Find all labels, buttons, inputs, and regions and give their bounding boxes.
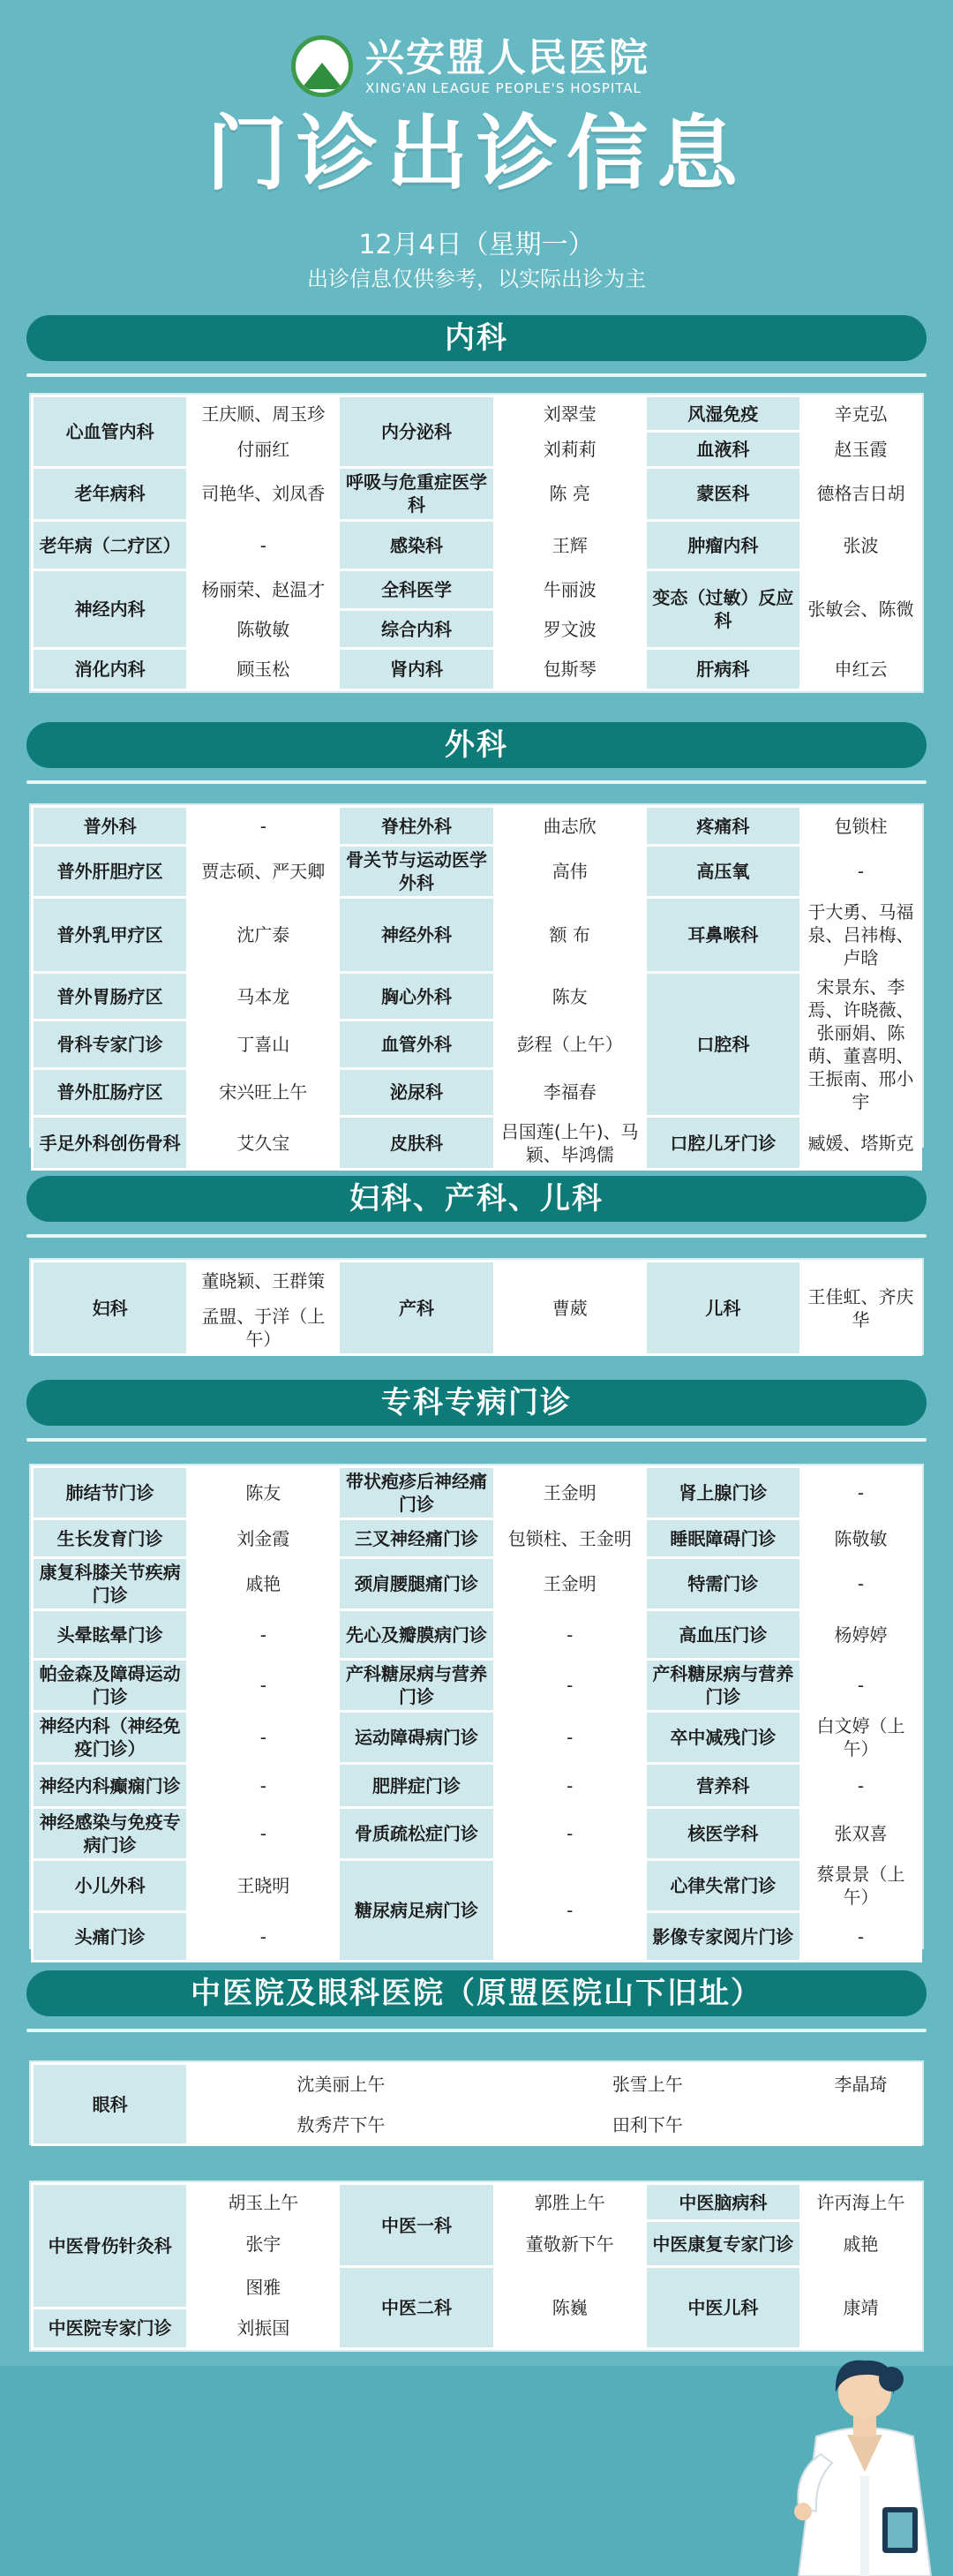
dept-cell: 骨科专家门诊 <box>33 1021 188 1068</box>
doctor-cell: 董晓颖、王群策 <box>188 1262 339 1300</box>
doctor-cell: 赵玉霞 <box>801 432 921 467</box>
doctor-cell: 宋景东、李焉、许晓薇、张丽娟、陈萌、董喜明、王振南、邢小宇 <box>801 973 921 1117</box>
doctor-cell: 艾久宝 <box>188 1117 339 1170</box>
section-special-clinics: 专科专病门诊 <box>26 1380 927 1426</box>
doctor-cell: 沈美丽上午 <box>188 2064 494 2105</box>
dept-cell: 妇科 <box>33 1262 188 1355</box>
doctor-cell: 王佳虹、齐庆华 <box>801 1262 921 1355</box>
hospital-en-name: XING'AN LEAGUE PEOPLE'S HOSPITAL <box>365 80 642 96</box>
dept-cell: 中医康复专家门诊 <box>645 2221 800 2267</box>
doctor-cell: 张宇 <box>188 2221 339 2267</box>
date-text: 12月4日（星期一） <box>358 230 595 260</box>
table-special-clinics <box>29 1464 924 1949</box>
dept-cell: 头痛门诊 <box>33 1912 188 1962</box>
dept-cell: 产科 <box>339 1262 494 1355</box>
doctor-cell: 额 布 <box>494 898 645 973</box>
doctor-cell: 高伟 <box>494 846 645 898</box>
doctor-cell: 郭胜上午 <box>494 2184 645 2221</box>
doctor-cell: 杨婷婷 <box>801 1610 921 1660</box>
doctor-cell: 包锁柱 <box>801 807 921 846</box>
dept-cell: 骨关节与运动医学外科 <box>339 846 494 898</box>
doctor-cell: 付丽红 <box>188 432 339 467</box>
doctor-cell: - <box>188 520 339 570</box>
doctor-cell: 包斯琴 <box>494 649 645 690</box>
dept-cell: 中医脑病科 <box>645 2184 800 2221</box>
dept-cell: 变态（过敏）反应科 <box>645 570 800 649</box>
doctor-cell: 包锁柱、王金明 <box>494 1519 645 1558</box>
dept-cell: 神经内科 <box>33 570 188 649</box>
hospital-logo-icon <box>291 35 353 97</box>
dept-cell: 睡眠障碍门诊 <box>645 1519 800 1558</box>
doctor-cell: 敖秀芹下午 <box>188 2105 494 2145</box>
dept-cell: 高压氧 <box>645 846 800 898</box>
doctor-cell: 许丙海上午 <box>801 2184 921 2221</box>
dept-cell: 影像专家阅片门诊 <box>645 1912 800 1962</box>
doctor-cell: 杨丽荣、赵温才 <box>188 570 339 610</box>
dept-cell: 儿科 <box>645 1262 800 1355</box>
dept-cell: 眼科 <box>33 2064 188 2145</box>
table-women-children <box>29 1258 924 1355</box>
doctor-cell: 牛丽波 <box>494 570 645 610</box>
dept-cell: 内分泌科 <box>339 396 494 468</box>
doctor-cell: - <box>188 1764 339 1808</box>
dept-cell: 中医一科 <box>339 2184 494 2267</box>
doctor-cell: 臧媛、塔斯克 <box>801 1117 921 1170</box>
dept-cell: 呼吸与危重症医学科 <box>339 467 494 520</box>
doctor-cell: - <box>494 1610 645 1660</box>
dept-cell: 中医院专家门诊 <box>33 2308 188 2348</box>
doctor-cell: 董敬新下午 <box>494 2221 645 2267</box>
doctor-cell: - <box>494 1808 645 1860</box>
dept-cell: 小儿外科 <box>33 1860 188 1912</box>
dept-cell: 头晕眩晕门诊 <box>33 1610 188 1660</box>
doctor-cell: - <box>494 1764 645 1808</box>
dept-cell: 产科糖尿病与营养门诊 <box>645 1660 800 1712</box>
dept-cell: 老年病科 <box>33 467 188 520</box>
dept-cell: 骨质疏松症门诊 <box>339 1808 494 1860</box>
dept-cell: 带状疱疹后神经痛门诊 <box>339 1467 494 1519</box>
doctor-cell: 刘莉莉 <box>494 432 645 467</box>
dept-cell: 高血压门诊 <box>645 1610 800 1660</box>
doctor-cell: 白文婷（上午） <box>801 1712 921 1764</box>
doctor-cell: 沈广泰 <box>188 898 339 973</box>
dept-cell: 营养科 <box>645 1764 800 1808</box>
doctor-cell: - <box>801 1912 921 1962</box>
doctor-cell: 陈敬敏 <box>801 1519 921 1558</box>
dept-cell: 皮肤科 <box>339 1117 494 1170</box>
doctor-cell: - <box>188 807 339 846</box>
doctor-cell <box>801 2105 921 2145</box>
nurse-illustration <box>781 2331 949 2576</box>
dept-cell: 运动障碍病门诊 <box>339 1712 494 1764</box>
table-eye <box>29 2060 924 2145</box>
doctor-cell: 张敏会、陈微 <box>801 570 921 649</box>
dept-cell: 消化内科 <box>33 649 188 690</box>
doctor-cell: 曲志欣 <box>494 807 645 846</box>
dept-cell: 心律失常门诊 <box>645 1860 800 1912</box>
doctor-cell: 司艳华、刘凤香 <box>188 467 339 520</box>
doctor-cell: - <box>801 846 921 898</box>
dept-cell: 中医二科 <box>339 2267 494 2349</box>
dept-cell: 肥胖症门诊 <box>339 1764 494 1808</box>
doctor-cell: - <box>494 1860 645 1962</box>
dept-cell: 口腔科 <box>645 973 800 1117</box>
hospital-name: 兴安盟人民医院 <box>365 35 649 80</box>
dept-cell: 血液科 <box>645 432 800 467</box>
doctor-cell: 顾玉松 <box>188 649 339 690</box>
dept-cell: 神经内科（神经免疫门诊） <box>33 1712 188 1764</box>
dept-cell: 帕金森及障碍运动门诊 <box>33 1660 188 1712</box>
table-internal <box>29 393 924 693</box>
doctor-cell: 蔡景景（上午） <box>801 1860 921 1912</box>
doctor-cell: - <box>188 1912 339 1962</box>
section-women-children: 妇科、产科、儿科 <box>26 1176 927 1222</box>
dept-cell: 感染科 <box>339 520 494 570</box>
doctor-cell: 孟盟、于洋（上午） <box>188 1300 339 1355</box>
doctor-cell: - <box>494 1660 645 1712</box>
dept-cell: 全科医学 <box>339 570 494 610</box>
doctor-cell: 罗文波 <box>494 609 645 649</box>
dept-cell: 糖尿病足病门诊 <box>339 1860 494 1962</box>
doctor-cell: 图雅 <box>188 2267 339 2308</box>
doctor-cell: 刘振国 <box>188 2308 339 2348</box>
dept-cell: 血管外科 <box>339 1021 494 1068</box>
dept-cell: 耳鼻喉科 <box>645 898 800 973</box>
doctor-cell: 于大勇、马福泉、吕祎梅、卢晗 <box>801 898 921 973</box>
dept-cell: 肺结节门诊 <box>33 1467 188 1519</box>
dept-cell: 生长发育门诊 <box>33 1519 188 1558</box>
dept-cell: 普外乳甲疗区 <box>33 898 188 973</box>
dept-cell: 疼痛科 <box>645 807 800 846</box>
doctor-cell: 张双喜 <box>801 1808 921 1860</box>
doctor-cell: - <box>801 1558 921 1610</box>
dept-cell: 中医骨伤针灸科 <box>33 2184 188 2309</box>
dept-cell: 风湿免疫 <box>645 396 800 432</box>
doctor-cell: 丁喜山 <box>188 1021 339 1068</box>
section-internal: 内科 <box>26 315 927 361</box>
doctor-cell: 刘金霞 <box>188 1519 339 1558</box>
doctor-cell: 王金明 <box>494 1558 645 1610</box>
dept-cell: 先心及瓣膜病门诊 <box>339 1610 494 1660</box>
note-text: 出诊信息仅供参考，以实际出诊为主 <box>307 267 646 291</box>
dept-cell: 产科糖尿病与营养门诊 <box>339 1660 494 1712</box>
dept-cell: 普外肛肠疗区 <box>33 1068 188 1116</box>
dept-cell: 口腔儿牙门诊 <box>645 1117 800 1170</box>
doctor-cell: 王金明 <box>494 1467 645 1519</box>
doctor-cell: 马本龙 <box>188 973 339 1021</box>
doctor-cell: 李福春 <box>494 1068 645 1116</box>
doctor-cell: 贾志硕、严天卿 <box>188 846 339 898</box>
dept-cell: 神经外科 <box>339 898 494 973</box>
dept-cell: 肝病科 <box>645 649 800 690</box>
dept-cell: 蒙医科 <box>645 467 800 520</box>
section-tcm-eye: 中医院及眼科医院（原盟医院山下旧址） <box>26 1970 927 2016</box>
doctor-cell: 陈 亮 <box>494 467 645 520</box>
dept-cell: 肾上腺门诊 <box>645 1467 800 1519</box>
doctor-cell: 王辉 <box>494 520 645 570</box>
doctor-cell: - <box>494 1712 645 1764</box>
doctor-cell: 吕国莲(上午)、马颖、毕鸿儒 <box>494 1117 645 1170</box>
doctor-cell: - <box>188 1712 339 1764</box>
dept-cell: 康复科膝关节疾病门诊 <box>33 1558 188 1610</box>
hospital-header <box>291 35 649 97</box>
doctor-cell: 陈巍 <box>494 2267 645 2349</box>
dept-cell: 脊柱外科 <box>339 807 494 846</box>
doctor-cell: 张雪上午 <box>494 2064 800 2105</box>
dept-cell: 肾内科 <box>339 649 494 690</box>
doctor-cell: 田利下午 <box>494 2105 800 2145</box>
table-tcm <box>29 2181 924 2352</box>
dept-cell: 普外胃肠疗区 <box>33 973 188 1021</box>
doctor-cell: - <box>801 1467 921 1519</box>
dept-cell: 心血管内科 <box>33 396 188 468</box>
doctor-cell: 申红云 <box>801 649 921 690</box>
dept-cell: 神经感染与免疫专病门诊 <box>33 1808 188 1860</box>
dept-cell: 特需门诊 <box>645 1558 800 1610</box>
doctor-cell: 戚艳 <box>801 2221 921 2267</box>
dept-cell: 卒中减残门诊 <box>645 1712 800 1764</box>
doctor-cell: 彭程（上午） <box>494 1021 645 1068</box>
dept-cell: 肿瘤内科 <box>645 520 800 570</box>
dept-cell: 普外肝胆疗区 <box>33 846 188 898</box>
table-surgery <box>29 803 924 1165</box>
doctor-cell: 宋兴旺上午 <box>188 1068 339 1116</box>
doctor-cell: 德格吉日胡 <box>801 467 921 520</box>
dept-cell: 老年病（二疗区） <box>33 520 188 570</box>
doctor-cell: - <box>188 1610 339 1660</box>
doctor-cell: 胡玉上午 <box>188 2184 339 2221</box>
dept-cell: 综合内科 <box>339 609 494 649</box>
doctor-cell: 张波 <box>801 520 921 570</box>
doctor-cell: 李晶琦 <box>801 2064 921 2105</box>
dept-cell: 手足外科创伤骨科 <box>33 1117 188 1170</box>
doctor-cell: - <box>801 1764 921 1808</box>
dept-cell: 核医学科 <box>645 1808 800 1860</box>
doctor-cell: 曹葳 <box>494 1262 645 1355</box>
doctor-cell: 辛克弘 <box>801 396 921 432</box>
doctor-cell: 陈友 <box>494 973 645 1021</box>
dept-cell: 颈肩腰腿痛门诊 <box>339 1558 494 1610</box>
page-title: 门诊出诊信息 <box>206 107 747 201</box>
dept-cell: 普外科 <box>33 807 188 846</box>
dept-cell: 胸心外科 <box>339 973 494 1021</box>
dept-cell: 泌尿科 <box>339 1068 494 1116</box>
doctor-cell: 刘翠莹 <box>494 396 645 432</box>
dept-cell: 三叉神经痛门诊 <box>339 1519 494 1558</box>
doctor-cell: 王晓明 <box>188 1860 339 1912</box>
dept-cell: 中医儿科 <box>645 2267 800 2349</box>
doctor-cell: - <box>188 1808 339 1860</box>
doctor-cell: - <box>188 1660 339 1712</box>
doctor-cell: 戚艳 <box>188 1558 339 1610</box>
doctor-cell: 康靖 <box>801 2267 921 2349</box>
doctor-cell: - <box>801 1660 921 1712</box>
doctor-cell: 陈友 <box>188 1467 339 1519</box>
dept-cell: 神经内科癫痫门诊 <box>33 1764 188 1808</box>
doctor-cell: 陈敬敏 <box>188 609 339 649</box>
section-surgery: 外科 <box>26 722 927 768</box>
doctor-cell: 王庆顺、周玉珍 <box>188 396 339 432</box>
